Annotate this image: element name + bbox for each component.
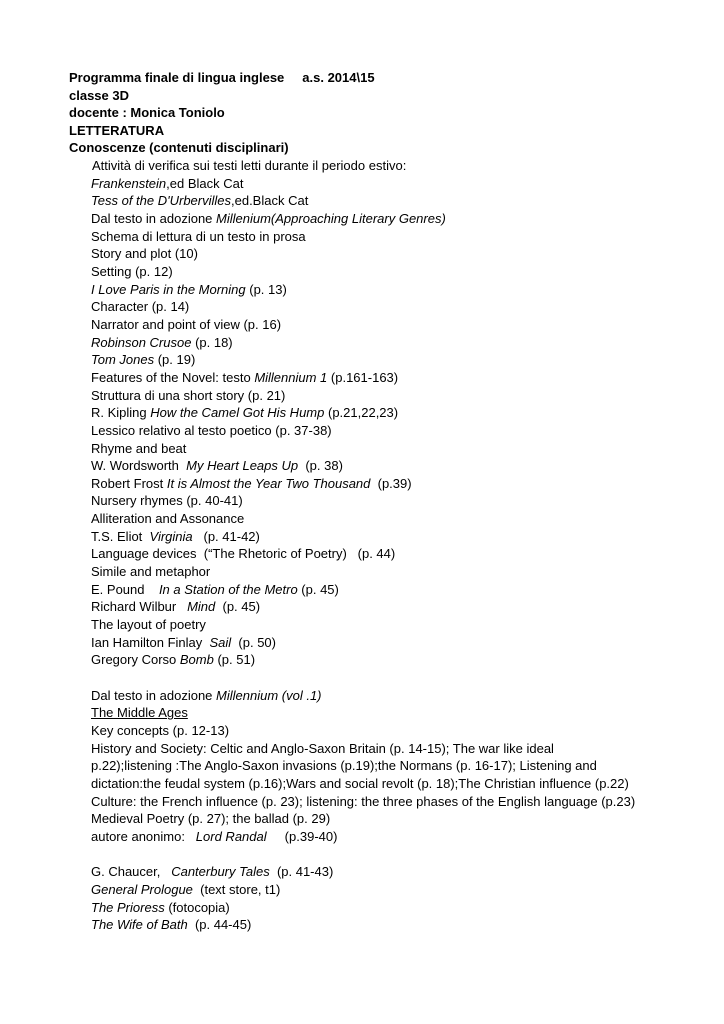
blank-line xyxy=(91,669,691,687)
list-item: Simile and metaphor xyxy=(91,564,211,580)
list-item: The Prioress (fotocopia) xyxy=(91,899,230,915)
list-item: Setting (p. 12) xyxy=(91,263,173,279)
list-item: p.22);listening :The Anglo-Saxon invasions (p.19);the Normans (p. 16-17); Listening and xyxy=(91,758,597,774)
list-item: Schema di lettura di un testo in prosa xyxy=(91,228,306,244)
blank-line xyxy=(91,846,691,864)
list-item: G. Chaucer, Canterbury Tales (p. 41-43) xyxy=(91,864,334,880)
list-item: Narrator and point of view (p. 16) xyxy=(91,316,282,332)
list-item: W. Wordsworth My Heart Leaps Up (p. 38) xyxy=(91,458,343,474)
document-header xyxy=(69,69,689,157)
list-item: Story and plot (10) xyxy=(91,246,198,262)
program-title: Programma finale di lingua inglese xyxy=(69,70,285,85)
list-item: Tom Jones (p. 19) xyxy=(91,352,196,368)
list-item: Gregory Corso Bomb (p. 51) xyxy=(91,652,256,668)
list-item: Struttura di una short story (p. 21) xyxy=(91,387,286,403)
list-item: R. Kipling How the Camel Got His Hump (p.21,22,23) xyxy=(91,405,399,421)
section-title-middle-ages: The Middle Ages xyxy=(91,705,188,721)
subsection-heading: Conoscenze (contenuti disciplinari) xyxy=(69,140,289,156)
content-list xyxy=(91,157,691,934)
list-item: Key concepts (p. 12-13) xyxy=(91,722,230,738)
list-item: Character (p. 14) xyxy=(91,299,190,315)
list-item: Rhyme and beat xyxy=(91,440,187,456)
class-label: classe 3D xyxy=(69,87,129,103)
program-title-line xyxy=(69,69,689,87)
list-item: Dal testo in adozione Millennium (vol .1) xyxy=(91,687,322,703)
list-item: Features of the Novel: testo Millennium 1 (p.161-163) xyxy=(91,369,399,385)
school-year: a.s. 2014\15 xyxy=(302,70,375,85)
list-item: autore anonimo: Lord Randal (p.39-40) xyxy=(91,828,338,844)
list-item: Medieval Poetry (p. 27); the ballad (p. 29) xyxy=(91,811,331,827)
section-heading: LETTERATURA xyxy=(69,122,165,138)
list-item: Culture: the French influence (p. 23); listening: the three phases of the English language (p.23) xyxy=(91,793,636,809)
list-item: Alliteration and Assonance xyxy=(91,511,245,527)
list-item: Dal testo in adozione Millenium(Approaching Literary Genres) xyxy=(91,210,446,226)
list-item: Attività di verifica sui testi letti durante il periodo estivo: xyxy=(92,158,407,173)
list-item: T.S. Eliot Virginia (p. 41-42) xyxy=(91,528,260,544)
teacher-label: docente : Monica Toniolo xyxy=(69,105,225,121)
list-item: Nursery rhymes (p. 40-41) xyxy=(91,493,243,509)
list-item: The layout of poetry xyxy=(91,617,206,633)
list-item: E. Pound In a Station of the Metro (p. 45) xyxy=(91,581,339,597)
list-item: Language devices (“The Rhetoric of Poetry) (p. 44) xyxy=(91,546,396,562)
list-item: dictation:the feudal system (p.16);Wars and social revolt (p. 18);The Christian influence (p.22) xyxy=(91,775,629,791)
list-item: Tess of the D'Urbervilles,ed.Black Cat xyxy=(91,193,309,209)
list-item: Ian Hamilton Finlay Sail (p. 50) xyxy=(91,634,276,650)
list-item: History and Society: Celtic and Anglo-Saxon Britain (p. 14-15); The war like ideal xyxy=(91,740,554,756)
list-item: General Prologue (text store, t1) xyxy=(91,881,281,897)
list-item: Lessico relativo al testo poetico (p. 37-38) xyxy=(91,422,332,438)
list-item: The Wife of Bath (p. 44-45) xyxy=(91,917,252,933)
list-item: Frankenstein,ed Black Cat xyxy=(91,175,244,191)
list-item: Robert Frost It is Almost the Year Two Thousand (p.39) xyxy=(91,475,412,491)
list-item: Robinson Crusoe (p. 18) xyxy=(91,334,233,350)
list-item: I Love Paris in the Morning (p. 13) xyxy=(91,281,287,297)
list-item: Richard Wilbur Mind (p. 45) xyxy=(91,599,261,615)
